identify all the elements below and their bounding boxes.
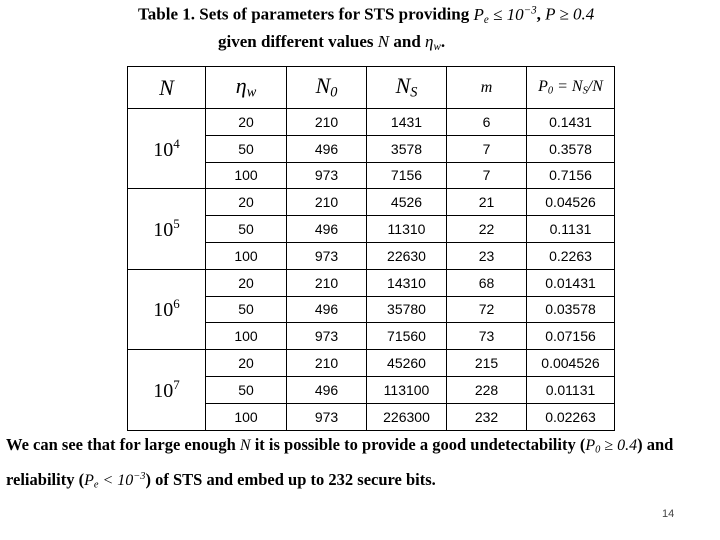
cell-eta: 50 [206, 296, 287, 323]
table-row [128, 269, 615, 296]
cell-p0: 0.2263 [527, 242, 615, 269]
cell-eta: 100 [206, 162, 287, 189]
cell-n0: 496 [287, 216, 367, 243]
cell-n0: 973 [287, 323, 367, 350]
cell-n0: 973 [287, 162, 367, 189]
cell-m: 72 [447, 296, 527, 323]
cell-m: 215 [447, 350, 527, 377]
cell-p0: 0.03578 [527, 296, 615, 323]
cell-eta: 50 [206, 135, 287, 162]
cell-eta: 50 [206, 376, 287, 403]
cell-eta: 20 [206, 269, 287, 296]
cell-n0: 210 [287, 189, 367, 216]
cell-m: 7 [447, 162, 527, 189]
header-n0: $N_0$ [287, 67, 367, 109]
page-number: 14 [662, 508, 675, 520]
header-n: N [128, 67, 206, 109]
cell-ns: 45260 [367, 350, 447, 377]
cell-eta: 100 [206, 403, 287, 430]
cell-n0: 210 [287, 109, 367, 136]
cell-ns: 71560 [367, 323, 447, 350]
cell-m: 232 [447, 403, 527, 430]
cell-m: 21 [447, 189, 527, 216]
table-row [128, 350, 615, 377]
header-ns: $N_S$ [367, 67, 447, 109]
cell-p0: 0.07156 [527, 323, 615, 350]
cell-p0: 0.004526 [527, 350, 615, 377]
cell-p0: 0.02263 [527, 403, 615, 430]
cell-eta: 100 [206, 242, 287, 269]
cell-n0: 496 [287, 135, 367, 162]
cell-p0: 0.01131 [527, 376, 615, 403]
cell-n0: 496 [287, 296, 367, 323]
cell-n0: 973 [287, 242, 367, 269]
cell-ns: 3578 [367, 135, 447, 162]
cell-p0: 0.04526 [527, 189, 615, 216]
n-value-cell: $10^5$ [128, 189, 206, 269]
cell-eta: 20 [206, 350, 287, 377]
n-value-cell: $10^7$ [128, 350, 206, 430]
cell-m: 73 [447, 323, 527, 350]
cell-eta: 20 [206, 109, 287, 136]
header-eta-w: $\eta_w$ [206, 67, 287, 109]
cell-p0: 0.3578 [527, 135, 615, 162]
header-m: m [447, 67, 527, 109]
cell-eta: 100 [206, 323, 287, 350]
cell-m: 23 [447, 242, 527, 269]
cell-ns: 14310 [367, 269, 447, 296]
cell-ns: 11310 [367, 216, 447, 243]
p0-condition: $P_0 \ge 0.4$ [585, 437, 638, 456]
cell-m: 22 [447, 216, 527, 243]
conclusion-paragraph: We can see that for large enough N it is possible to provide a good undetectability $(P_0 \ge 0.4)$ and reliability $(P_e < 10^{-3})$ of STS and embed up to 232 secure bits. [6, 435, 674, 491]
cell-n0: 973 [287, 403, 367, 430]
cell-m: 7 [447, 135, 527, 162]
cell-ns: 7156 [367, 162, 447, 189]
cell-ns: 4526 [367, 189, 447, 216]
table-row [128, 189, 615, 216]
cell-p0: 0.1431 [527, 109, 615, 136]
cell-n0: 210 [287, 350, 367, 377]
cell-m: 6 [447, 109, 527, 136]
cell-m: 228 [447, 376, 527, 403]
caption-title-text: Table 1. Sets of parameters for STS providing [138, 4, 470, 24]
caption-line-2: given different values N and $\eta_w$. [218, 32, 446, 53]
cell-n0: 496 [287, 376, 367, 403]
n-value-cell: $10^6$ [128, 269, 206, 349]
cell-eta: 20 [206, 189, 287, 216]
cell-ns: 35780 [367, 296, 447, 323]
n-value-cell: $10^4$ [128, 109, 206, 189]
cell-ns: 113100 [367, 376, 447, 403]
table-row [128, 109, 615, 136]
cell-ns: 226300 [367, 403, 447, 430]
caption-condition-p: P ≥ 0.4 [545, 4, 595, 24]
cell-ns: 22630 [367, 242, 447, 269]
caption-line-1: Table 1. Sets of parameters for STS providing $P_e \le 10^{-3}$, P ≥ 0.4 [138, 4, 595, 26]
cell-p0: 0.7156 [527, 162, 615, 189]
cell-eta: 50 [206, 216, 287, 243]
parameters-table [127, 66, 615, 431]
cell-n0: 210 [287, 269, 367, 296]
pe-condition: $P_e < 10^{-3}$ [84, 470, 146, 491]
cell-ns: 1431 [367, 109, 447, 136]
cell-p0: 0.01431 [527, 269, 615, 296]
table-header-row [128, 67, 615, 109]
header-p0: $P_0 = N_S/N$ [527, 67, 615, 109]
cell-p0: 0.1131 [527, 216, 615, 243]
cell-m: 68 [447, 269, 527, 296]
caption-condition-pe: $P_e \le 10^{-3}$ [473, 4, 537, 26]
